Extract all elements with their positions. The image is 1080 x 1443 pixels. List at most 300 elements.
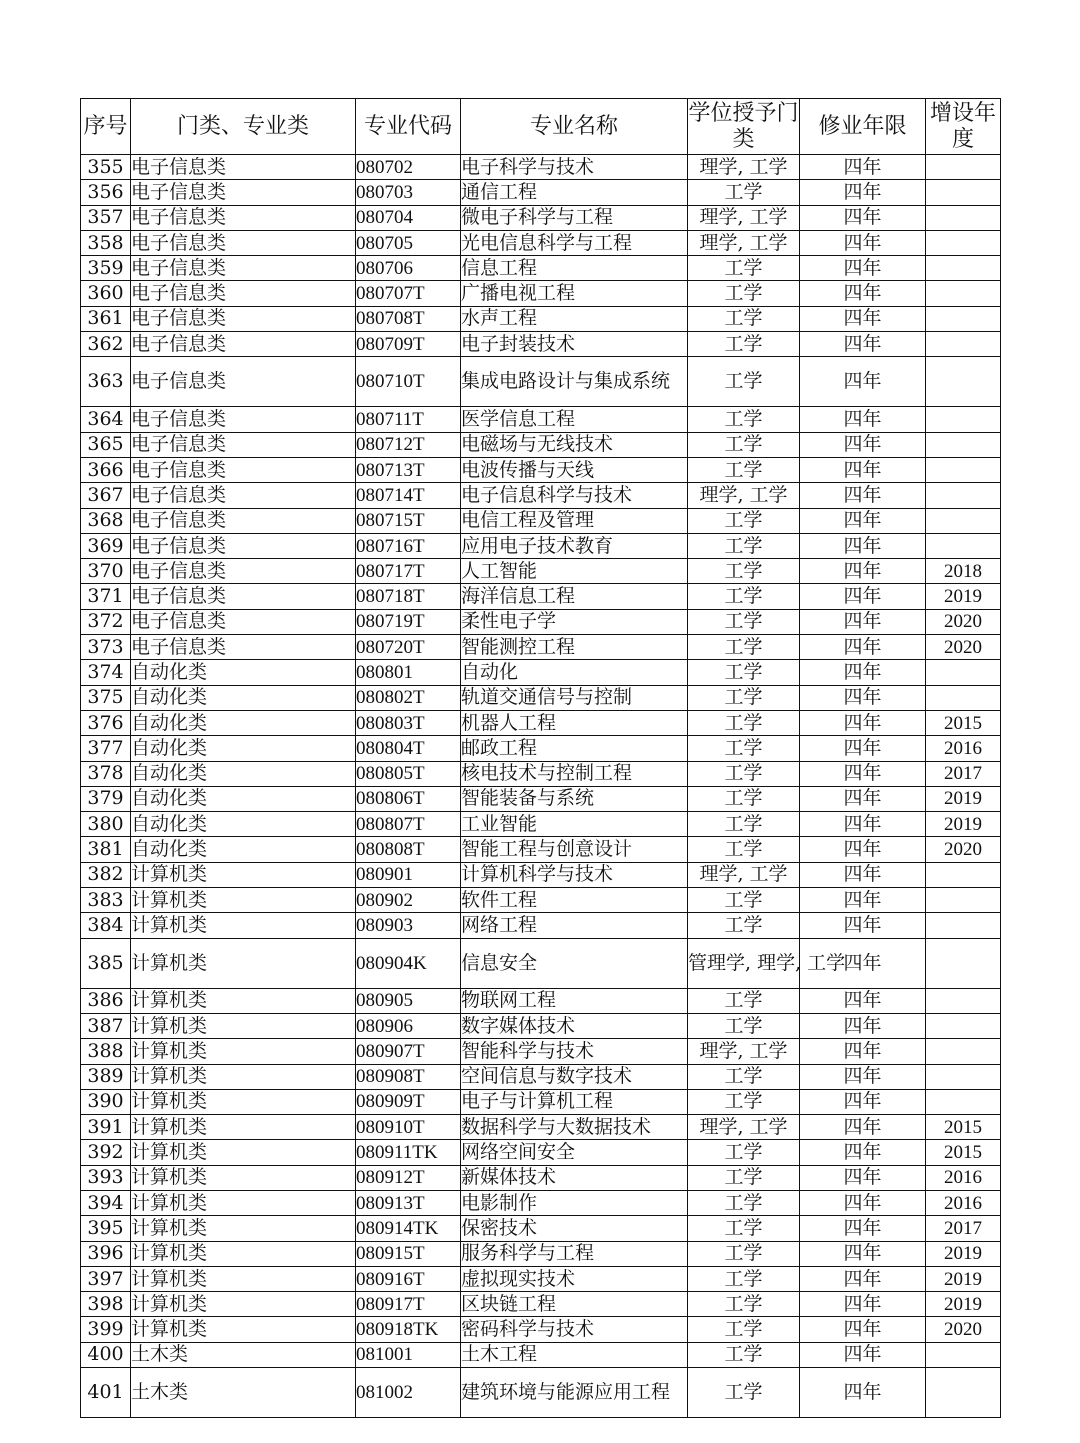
cell-degree-category: 管理学, 理学, 工学 [688, 938, 800, 988]
table-row [81, 559, 1001, 584]
table-row [81, 1165, 1001, 1190]
cell-degree-category: 工学 [688, 761, 800, 786]
cell-major-code: 080902 [356, 888, 461, 913]
cell-study-years: 四年 [800, 862, 926, 887]
cell-category: 计算机类 [131, 913, 356, 938]
cell-year-added [926, 306, 1001, 331]
cell-year-added [926, 256, 1001, 281]
cell-serial-number: 393 [81, 1165, 131, 1190]
cell-study-years: 四年 [800, 256, 926, 281]
cell-serial-number: 356 [81, 180, 131, 205]
cell-major-code: 080805T [356, 761, 461, 786]
cell-year-added: 2020 [926, 837, 1001, 862]
cell-category: 电子信息类 [131, 357, 356, 407]
cell-major-code: 080904K [356, 938, 461, 988]
cell-major-code: 080918TK [356, 1317, 461, 1342]
cell-major-code: 080916T [356, 1266, 461, 1291]
table-row [81, 938, 1001, 988]
cell-major-code: 080706 [356, 256, 461, 281]
cell-major-name: 水声工程 [461, 306, 688, 331]
cell-degree-category: 理学, 工学 [688, 862, 800, 887]
cell-degree-category: 工学 [688, 988, 800, 1013]
cell-category: 电子信息类 [131, 559, 356, 584]
cell-year-added [926, 988, 1001, 1013]
cell-degree-category: 工学 [688, 1165, 800, 1190]
cell-degree-category: 理学, 工学 [688, 205, 800, 230]
table-row [81, 1140, 1001, 1165]
cell-category: 计算机类 [131, 1165, 356, 1190]
cell-category: 自动化类 [131, 660, 356, 685]
table-row [81, 205, 1001, 230]
cell-study-years: 四年 [800, 609, 926, 634]
cell-study-years: 四年 [800, 457, 926, 482]
cell-major-code: 080807T [356, 812, 461, 837]
table-row [81, 1089, 1001, 1114]
cell-degree-category: 工学 [688, 407, 800, 432]
cell-category: 电子信息类 [131, 230, 356, 255]
cell-year-added: 2019 [926, 1266, 1001, 1291]
cell-major-code: 080909T [356, 1089, 461, 1114]
cell-major-code: 080715T [356, 508, 461, 533]
cell-degree-category: 工学 [688, 888, 800, 913]
table-row [81, 155, 1001, 180]
header-major-name: 专业名称 [461, 99, 688, 155]
cell-degree-category: 工学 [688, 1064, 800, 1089]
cell-major-name: 通信工程 [461, 180, 688, 205]
cell-major-code: 080710T [356, 357, 461, 407]
cell-serial-number: 371 [81, 584, 131, 609]
table-row [81, 1115, 1001, 1140]
cell-year-added [926, 483, 1001, 508]
cell-study-years: 四年 [800, 1013, 926, 1038]
header-study-years: 修业年限 [800, 99, 926, 155]
cell-serial-number: 366 [81, 457, 131, 482]
cell-major-code: 080703 [356, 180, 461, 205]
table-row [81, 306, 1001, 331]
cell-major-name: 电子封装技术 [461, 332, 688, 357]
cell-degree-category: 工学 [688, 660, 800, 685]
cell-year-added: 2020 [926, 609, 1001, 634]
table-row [81, 180, 1001, 205]
cell-serial-number: 377 [81, 736, 131, 761]
cell-degree-category: 工学 [688, 332, 800, 357]
cell-study-years: 四年 [800, 281, 926, 306]
cell-category: 自动化类 [131, 685, 356, 710]
cell-category: 电子信息类 [131, 256, 356, 281]
cell-major-code: 080905 [356, 988, 461, 1013]
cell-degree-category: 工学 [688, 1317, 800, 1342]
table-row [81, 256, 1001, 281]
cell-degree-category: 工学 [688, 837, 800, 862]
table-row [81, 1039, 1001, 1064]
table-row [81, 862, 1001, 887]
cell-study-years: 四年 [800, 1064, 926, 1089]
cell-category: 电子信息类 [131, 205, 356, 230]
cell-year-added: 2017 [926, 761, 1001, 786]
table-row [81, 1190, 1001, 1215]
cell-serial-number: 387 [81, 1013, 131, 1038]
table-row [81, 230, 1001, 255]
table-row [81, 609, 1001, 634]
cell-serial-number: 382 [81, 862, 131, 887]
cell-major-name: 信息工程 [461, 256, 688, 281]
majors-table [80, 98, 1001, 1418]
cell-degree-category: 工学 [688, 508, 800, 533]
table-row [81, 913, 1001, 938]
cell-study-years: 四年 [800, 710, 926, 735]
cell-study-years: 四年 [800, 1342, 926, 1367]
cell-study-years: 四年 [800, 660, 926, 685]
table-row [81, 710, 1001, 735]
header-row [81, 99, 1001, 155]
cell-study-years: 四年 [800, 635, 926, 660]
cell-year-added [926, 685, 1001, 710]
header-degree-category: 学位授予门类 [688, 99, 800, 155]
cell-major-code: 080707T [356, 281, 461, 306]
table-row [81, 1266, 1001, 1291]
cell-category: 计算机类 [131, 1064, 356, 1089]
cell-major-code: 080704 [356, 205, 461, 230]
cell-serial-number: 374 [81, 660, 131, 685]
cell-category: 计算机类 [131, 1292, 356, 1317]
cell-serial-number: 360 [81, 281, 131, 306]
cell-year-added [926, 432, 1001, 457]
cell-major-code: 080901 [356, 862, 461, 887]
cell-category: 计算机类 [131, 1013, 356, 1038]
cell-serial-number: 399 [81, 1317, 131, 1342]
cell-degree-category: 工学 [688, 1013, 800, 1038]
cell-study-years: 四年 [800, 407, 926, 432]
cell-study-years: 四年 [800, 155, 926, 180]
cell-serial-number: 373 [81, 635, 131, 660]
cell-year-added [926, 1039, 1001, 1064]
cell-category: 计算机类 [131, 1115, 356, 1140]
cell-major-name: 区块链工程 [461, 1292, 688, 1317]
cell-serial-number: 397 [81, 1266, 131, 1291]
cell-category: 计算机类 [131, 1190, 356, 1215]
cell-category: 计算机类 [131, 1216, 356, 1241]
cell-year-added [926, 888, 1001, 913]
cell-category: 电子信息类 [131, 483, 356, 508]
cell-year-added [926, 938, 1001, 988]
cell-degree-category: 工学 [688, 306, 800, 331]
cell-serial-number: 383 [81, 888, 131, 913]
cell-serial-number: 355 [81, 155, 131, 180]
cell-category: 自动化类 [131, 710, 356, 735]
cell-year-added [926, 913, 1001, 938]
cell-major-name: 自动化 [461, 660, 688, 685]
cell-major-name: 数字媒体技术 [461, 1013, 688, 1038]
cell-degree-category: 理学, 工学 [688, 155, 800, 180]
cell-study-years: 四年 [800, 205, 926, 230]
cell-major-name: 电磁场与无线技术 [461, 432, 688, 457]
cell-major-name: 电影制作 [461, 1190, 688, 1215]
cell-study-years: 四年 [800, 1292, 926, 1317]
table-row [81, 457, 1001, 482]
cell-study-years: 四年 [800, 1089, 926, 1114]
cell-year-added [926, 1013, 1001, 1038]
cell-year-added: 2019 [926, 786, 1001, 811]
cell-major-code: 080801 [356, 660, 461, 685]
cell-serial-number: 388 [81, 1039, 131, 1064]
cell-major-code: 080802T [356, 685, 461, 710]
table-row [81, 483, 1001, 508]
cell-category: 计算机类 [131, 938, 356, 988]
cell-degree-category: 工学 [688, 736, 800, 761]
cell-major-name: 广播电视工程 [461, 281, 688, 306]
header-major-code: 专业代码 [356, 99, 461, 155]
cell-major-code: 080906 [356, 1013, 461, 1038]
cell-degree-category: 工学 [688, 1089, 800, 1114]
cell-year-added [926, 205, 1001, 230]
cell-year-added: 2019 [926, 584, 1001, 609]
cell-major-name: 数据科学与大数据技术 [461, 1115, 688, 1140]
cell-serial-number: 385 [81, 938, 131, 988]
cell-major-name: 软件工程 [461, 888, 688, 913]
cell-major-name: 工业智能 [461, 812, 688, 837]
cell-degree-category: 理学, 工学 [688, 1115, 800, 1140]
cell-study-years: 四年 [800, 1140, 926, 1165]
cell-study-years: 四年 [800, 533, 926, 558]
cell-year-added [926, 230, 1001, 255]
cell-degree-category: 工学 [688, 1241, 800, 1266]
table-row [81, 281, 1001, 306]
table-row [81, 1064, 1001, 1089]
table-row [81, 1342, 1001, 1367]
cell-study-years: 四年 [800, 230, 926, 255]
cell-serial-number: 369 [81, 533, 131, 558]
cell-major-code: 080709T [356, 332, 461, 357]
table-row [81, 1368, 1001, 1418]
cell-serial-number: 379 [81, 786, 131, 811]
cell-major-code: 080907T [356, 1039, 461, 1064]
cell-study-years: 四年 [800, 786, 926, 811]
cell-study-years: 四年 [800, 508, 926, 533]
cell-category: 计算机类 [131, 1140, 356, 1165]
cell-study-years: 四年 [800, 1216, 926, 1241]
cell-study-years: 四年 [800, 1317, 926, 1342]
cell-study-years: 四年 [800, 306, 926, 331]
cell-major-name: 海洋信息工程 [461, 584, 688, 609]
cell-category: 自动化类 [131, 736, 356, 761]
cell-serial-number: 398 [81, 1292, 131, 1317]
cell-study-years: 四年 [800, 1039, 926, 1064]
cell-degree-category: 工学 [688, 1216, 800, 1241]
cell-serial-number: 361 [81, 306, 131, 331]
cell-degree-category: 工学 [688, 685, 800, 710]
cell-major-code: 080806T [356, 786, 461, 811]
cell-study-years: 四年 [800, 1165, 926, 1190]
cell-year-added [926, 332, 1001, 357]
cell-major-code: 080716T [356, 533, 461, 558]
cell-year-added: 2016 [926, 736, 1001, 761]
cell-major-code: 081002 [356, 1368, 461, 1418]
cell-category: 自动化类 [131, 837, 356, 862]
table-row [81, 635, 1001, 660]
cell-degree-category: 理学, 工学 [688, 230, 800, 255]
cell-major-name: 密码科学与技术 [461, 1317, 688, 1342]
cell-degree-category: 工学 [688, 913, 800, 938]
cell-major-code: 080808T [356, 837, 461, 862]
cell-category: 计算机类 [131, 1317, 356, 1342]
cell-degree-category: 工学 [688, 609, 800, 634]
cell-study-years: 四年 [800, 332, 926, 357]
cell-year-added: 2018 [926, 559, 1001, 584]
cell-major-code: 081001 [356, 1342, 461, 1367]
cell-major-name: 机器人工程 [461, 710, 688, 735]
cell-degree-category: 工学 [688, 1292, 800, 1317]
cell-major-code: 080713T [356, 457, 461, 482]
cell-year-added [926, 862, 1001, 887]
cell-degree-category: 工学 [688, 357, 800, 407]
cell-major-code: 080917T [356, 1292, 461, 1317]
cell-category: 电子信息类 [131, 457, 356, 482]
table-row [81, 432, 1001, 457]
table-row [81, 357, 1001, 407]
cell-serial-number: 362 [81, 332, 131, 357]
cell-major-name: 电波传播与天线 [461, 457, 688, 482]
cell-year-added: 2019 [926, 1241, 1001, 1266]
table-row [81, 1241, 1001, 1266]
cell-study-years: 四年 [800, 180, 926, 205]
cell-major-name: 智能科学与技术 [461, 1039, 688, 1064]
cell-serial-number: 394 [81, 1190, 131, 1215]
cell-major-code: 080913T [356, 1190, 461, 1215]
cell-year-added [926, 533, 1001, 558]
cell-year-added [926, 1089, 1001, 1114]
cell-category: 计算机类 [131, 862, 356, 887]
cell-serial-number: 376 [81, 710, 131, 735]
cell-major-name: 智能工程与创意设计 [461, 837, 688, 862]
cell-category: 电子信息类 [131, 155, 356, 180]
cell-category: 自动化类 [131, 761, 356, 786]
cell-category: 计算机类 [131, 1241, 356, 1266]
cell-major-name: 保密技术 [461, 1216, 688, 1241]
cell-degree-category: 工学 [688, 559, 800, 584]
cell-major-name: 微电子科学与工程 [461, 205, 688, 230]
cell-major-name: 土木工程 [461, 1342, 688, 1367]
table-row [81, 1216, 1001, 1241]
cell-degree-category: 工学 [688, 1140, 800, 1165]
cell-category: 计算机类 [131, 1089, 356, 1114]
cell-year-added [926, 457, 1001, 482]
cell-serial-number: 367 [81, 483, 131, 508]
cell-major-code: 080911TK [356, 1140, 461, 1165]
cell-degree-category: 工学 [688, 533, 800, 558]
table-body [81, 155, 1001, 1418]
cell-year-added [926, 407, 1001, 432]
cell-study-years: 四年 [800, 1368, 926, 1418]
table-row [81, 786, 1001, 811]
cell-serial-number: 375 [81, 685, 131, 710]
table-row [81, 407, 1001, 432]
cell-major-code: 080708T [356, 306, 461, 331]
cell-category: 计算机类 [131, 1039, 356, 1064]
cell-serial-number: 386 [81, 988, 131, 1013]
cell-serial-number: 358 [81, 230, 131, 255]
cell-major-name: 物联网工程 [461, 988, 688, 1013]
cell-category: 自动化类 [131, 786, 356, 811]
cell-category: 土木类 [131, 1368, 356, 1418]
cell-major-code: 080718T [356, 584, 461, 609]
cell-study-years: 四年 [800, 584, 926, 609]
cell-major-code: 080910T [356, 1115, 461, 1140]
table-row [81, 837, 1001, 862]
cell-major-code: 080717T [356, 559, 461, 584]
cell-major-code: 080804T [356, 736, 461, 761]
cell-serial-number: 401 [81, 1368, 131, 1418]
cell-degree-category: 理学, 工学 [688, 1039, 800, 1064]
cell-serial-number: 372 [81, 609, 131, 634]
cell-category: 自动化类 [131, 812, 356, 837]
cell-serial-number: 365 [81, 432, 131, 457]
cell-degree-category: 工学 [688, 1266, 800, 1291]
table-row [81, 888, 1001, 913]
cell-major-code: 080712T [356, 432, 461, 457]
cell-degree-category: 工学 [688, 710, 800, 735]
cell-degree-category: 工学 [688, 180, 800, 205]
header-category: 门类、专业类 [131, 99, 356, 155]
table-row [81, 533, 1001, 558]
cell-major-name: 服务科学与工程 [461, 1241, 688, 1266]
cell-major-name: 邮政工程 [461, 736, 688, 761]
cell-year-added: 2016 [926, 1165, 1001, 1190]
cell-year-added [926, 281, 1001, 306]
cell-major-code: 080720T [356, 635, 461, 660]
cell-degree-category: 工学 [688, 786, 800, 811]
cell-major-name: 建筑环境与能源应用工程 [461, 1368, 688, 1418]
cell-category: 电子信息类 [131, 508, 356, 533]
cell-category: 电子信息类 [131, 609, 356, 634]
cell-major-code: 080705 [356, 230, 461, 255]
cell-major-code: 080914TK [356, 1216, 461, 1241]
cell-year-added: 2020 [926, 635, 1001, 660]
cell-study-years: 四年 [800, 761, 926, 786]
cell-degree-category: 工学 [688, 1342, 800, 1367]
cell-serial-number: 363 [81, 357, 131, 407]
cell-category: 土木类 [131, 1342, 356, 1367]
cell-year-added [926, 180, 1001, 205]
cell-major-name: 计算机科学与技术 [461, 862, 688, 887]
cell-major-code: 080908T [356, 1064, 461, 1089]
cell-major-name: 集成电路设计与集成系统 [461, 357, 688, 407]
table-row [81, 988, 1001, 1013]
header-serial-number: 序号 [81, 99, 131, 155]
cell-year-added: 2015 [926, 1140, 1001, 1165]
cell-major-name: 网络工程 [461, 913, 688, 938]
cell-serial-number: 381 [81, 837, 131, 862]
cell-year-added: 2015 [926, 1115, 1001, 1140]
table-row [81, 1292, 1001, 1317]
cell-major-name: 核电技术与控制工程 [461, 761, 688, 786]
cell-category: 电子信息类 [131, 635, 356, 660]
cell-study-years: 四年 [800, 736, 926, 761]
cell-study-years: 四年 [800, 888, 926, 913]
cell-category: 电子信息类 [131, 180, 356, 205]
cell-study-years: 四年 [800, 837, 926, 862]
cell-year-added [926, 508, 1001, 533]
cell-category: 电子信息类 [131, 332, 356, 357]
cell-year-added [926, 155, 1001, 180]
cell-serial-number: 400 [81, 1342, 131, 1367]
cell-year-added: 2015 [926, 710, 1001, 735]
cell-study-years: 四年 [800, 1266, 926, 1291]
cell-major-code: 080711T [356, 407, 461, 432]
cell-degree-category: 工学 [688, 1190, 800, 1215]
cell-major-name: 轨道交通信号与控制 [461, 685, 688, 710]
cell-major-name: 柔性电子学 [461, 609, 688, 634]
cell-category: 电子信息类 [131, 281, 356, 306]
